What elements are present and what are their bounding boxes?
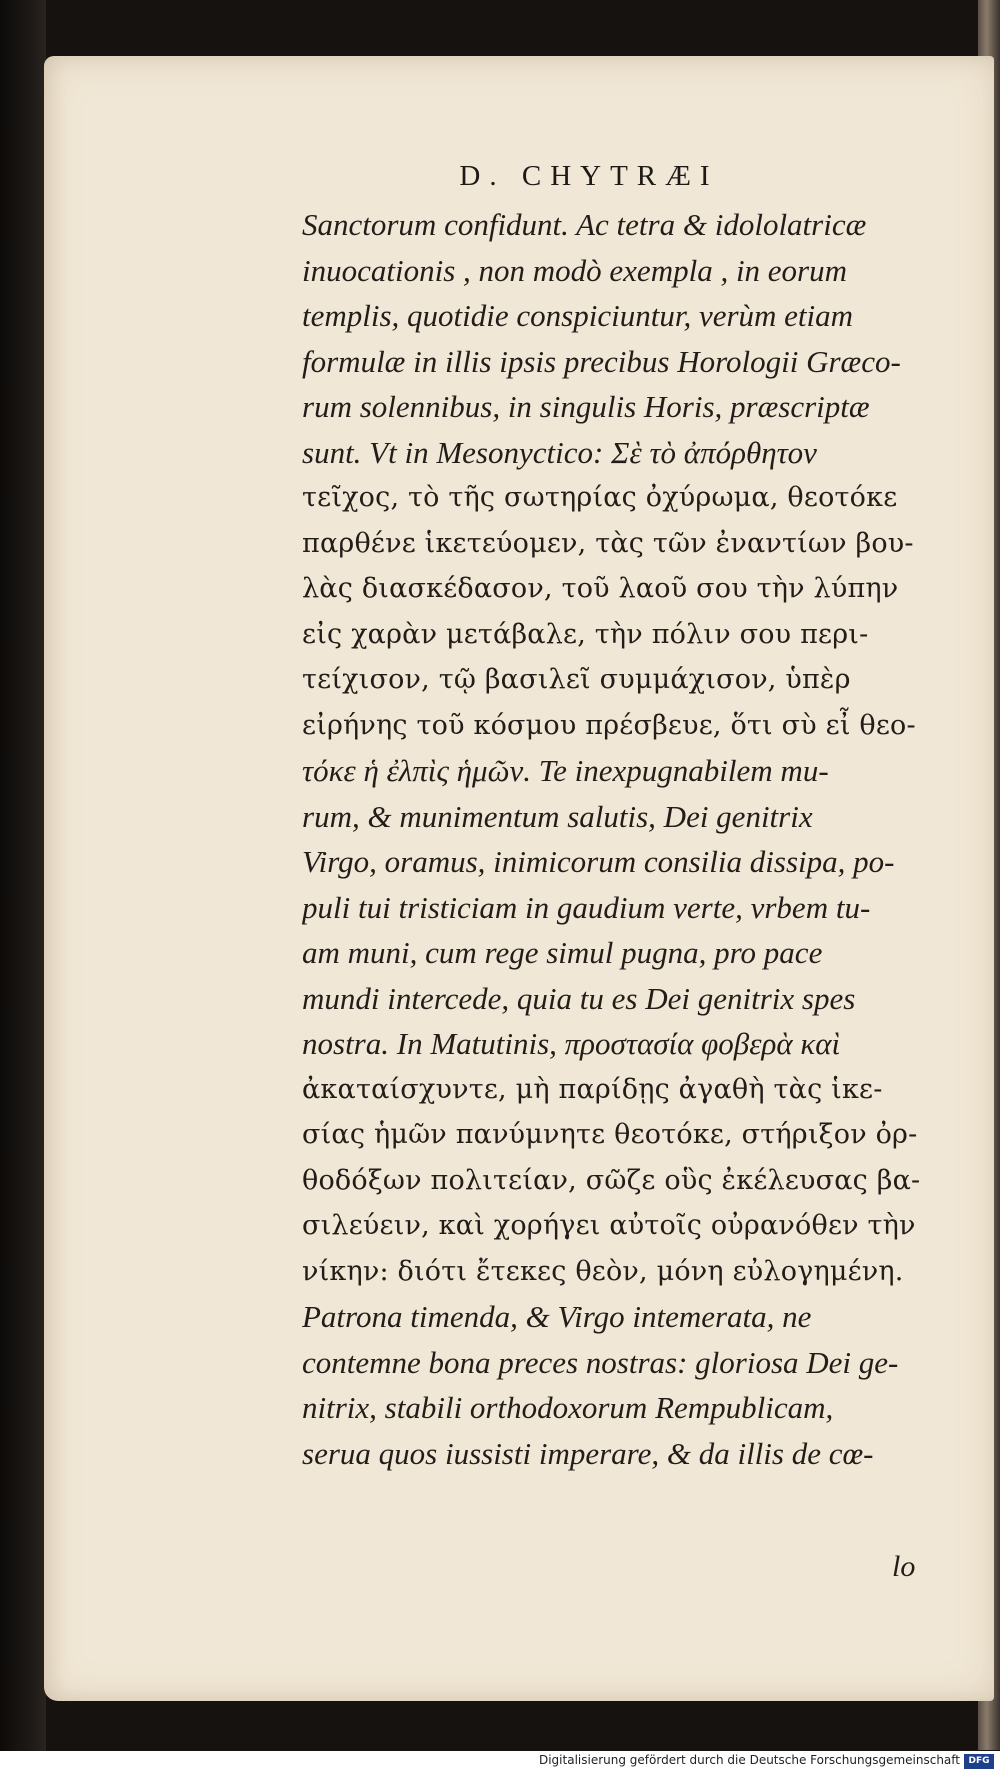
text-line: puli tui tristiciam in gaudium verte, vrbem tu- bbox=[302, 889, 871, 925]
running-head: D. CHYTRÆI bbox=[459, 160, 719, 192]
text-line: formulæ in illis ipsis precibus Horologii Græco- bbox=[302, 343, 901, 379]
scan-edge-left bbox=[0, 0, 46, 1773]
digitization-credit: Digitalisierung gefördert durch die Deutsche Forschungsgemeinschaft bbox=[538, 1753, 960, 1767]
text-line: εἰρήνης τοῦ κόσμου πρέσβευε, ὅτι σὺ εἶ θεο- bbox=[302, 709, 916, 741]
text-line: rum, & munimentum salutis, Dei genitrix bbox=[302, 798, 813, 834]
text-line: σιλεύειν, καὶ χορήγει αὐτοῖς οὐρανόθεν τὴν bbox=[302, 1210, 916, 1241]
text-line: τόκε ἡ ἐλπὶς ἡμῶν. Te inexpugnabilem mu- bbox=[302, 753, 829, 788]
text-line: rum solennibus, in singulis Horis, præscriptæ bbox=[302, 389, 870, 424]
catchword: lo bbox=[892, 1550, 916, 1583]
text-line: εἰς χαρὰν μετάβαλε, τὴν πόλιν σου περι- bbox=[302, 618, 869, 650]
text-line: sunt. Vt in Mesonyctico: Σὲ τὸ ἀπόρθητον bbox=[302, 434, 817, 470]
text-line: Sanctorum confidunt. Ac tetra & idololatricæ bbox=[302, 207, 867, 242]
text-line: λὰς διασκέδασον, τοῦ λαοῦ σου τὴν λύπην bbox=[302, 573, 899, 604]
text-line: inuocationis , non modò exempla , in eorum bbox=[302, 252, 848, 288]
text-line: templis, quotidie conspiciuntur, verùm etiam bbox=[302, 298, 854, 333]
text-line: Virgo, oramus, inimicorum consilia dissipa, po- bbox=[302, 844, 895, 879]
text-line: contemne bona preces nostras: gloriosa Dei ge- bbox=[302, 1344, 899, 1380]
text-line: nitrix, stabili orthodoxorum Rempublicam, bbox=[302, 1390, 834, 1425]
text-line: τεῖχος, τὸ τῆς σωτηρίας ὀχύρωμα, θεοτόκε bbox=[302, 482, 898, 513]
text-line: serua quos iussisti imperare, & da illis de cœ- bbox=[302, 1435, 874, 1471]
text-line: νίκην: διότι ἔτεκες θεὸν, μόνη εὐλογημένη. bbox=[302, 1255, 904, 1287]
page-body-text bbox=[302, 202, 966, 1476]
text-line: θοδόξων πολιτείαν, σῶζε οὓς ἐκέλευσας βα- bbox=[302, 1164, 921, 1196]
dfg-logo-icon: DFG bbox=[964, 1754, 994, 1769]
text-line: am muni, cum rege simul pugna, pro pace bbox=[302, 935, 823, 970]
text-line: Patrona timenda, & Virgo intemerata, ne bbox=[302, 1299, 812, 1334]
text-line: παρθένε ἱκετεύομεν, τὰς τῶν ἐναντίων βου- bbox=[302, 527, 914, 559]
text-line: τείχισον, τῷ βασιλεῖ συμμάχισον, ὑπὲρ bbox=[302, 664, 851, 695]
text-line: ἀκαταίσχυντε, μὴ παρίδῃς ἀγαθὴ τὰς ἱκε- bbox=[302, 1073, 883, 1105]
text-line: σίας ἡμῶν πανύμνητε θεοτόκε, στήριξον ὀρ- bbox=[302, 1119, 918, 1150]
text-line: mundi intercede, quia tu es Dei genitrix spes bbox=[302, 980, 856, 1016]
book-page bbox=[44, 56, 994, 1701]
text-line: nostra. In Matutinis, προστασία φοβερὰ καὶ bbox=[302, 1026, 841, 1061]
